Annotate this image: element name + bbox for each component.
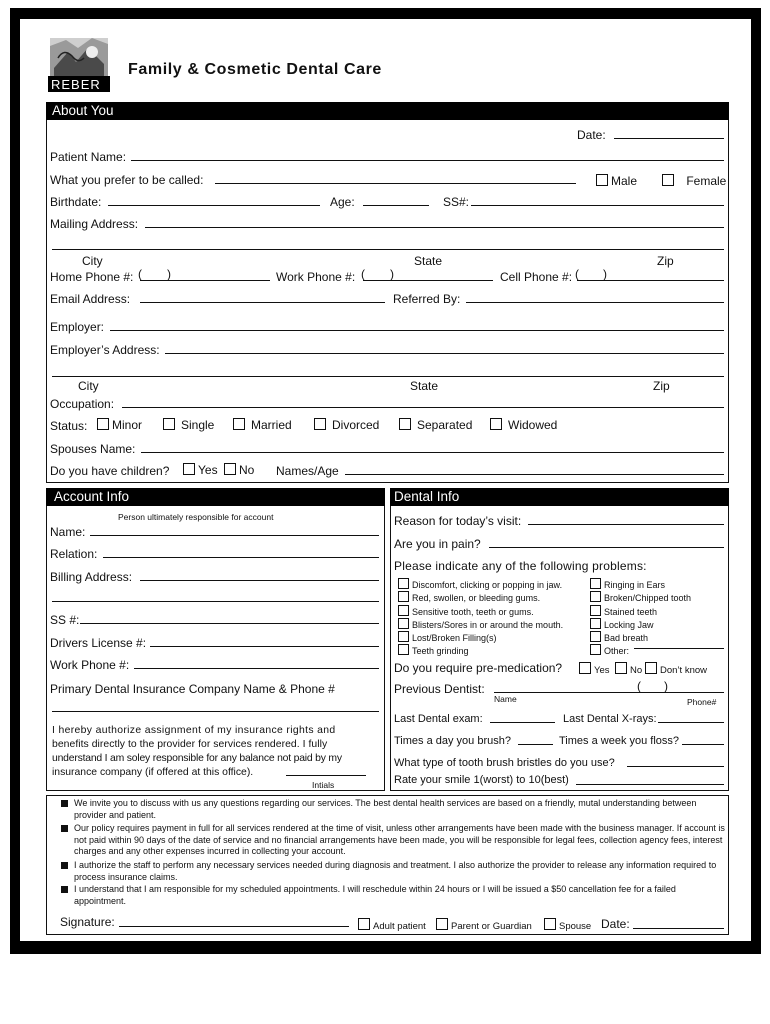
problem-label: Broken/Chipped tooth	[604, 593, 692, 604]
status-single-box[interactable]	[163, 418, 175, 430]
adult-patient-box[interactable]	[358, 918, 370, 930]
bristles-field[interactable]	[627, 766, 724, 767]
cell-phone-field[interactable]	[577, 280, 724, 281]
insurance-label: Primary Dental Insurance Company Name & Phone #	[50, 682, 335, 696]
insurance-field[interactable]	[52, 711, 379, 712]
email-label: Email Address:	[50, 292, 131, 306]
responsible-note: Person ultimately responsible for account	[118, 512, 274, 522]
employer-field[interactable]	[110, 330, 724, 331]
account-work-phone-field[interactable]	[134, 668, 379, 669]
previous-dentist-field[interactable]	[494, 692, 724, 693]
bullet-square	[61, 886, 68, 893]
children-yes[interactable]	[183, 463, 218, 477]
problem-label: Stained teeth	[604, 606, 658, 617]
policy-bullet-3	[74, 860, 728, 883]
signature-date-label: Date:	[601, 917, 630, 931]
work-phone-field[interactable]	[363, 280, 493, 281]
names-age-label: Names/Age	[276, 464, 339, 478]
initials-label: Intials	[312, 780, 335, 790]
status-separated-label: Separated	[417, 418, 473, 432]
premed-yes[interactable]	[579, 662, 610, 678]
ss-field[interactable]	[471, 205, 724, 206]
employer-zip-label: Zip	[653, 379, 670, 393]
premed-dont-know-box[interactable]	[645, 662, 657, 674]
last-xray-field[interactable]	[658, 722, 724, 723]
reason-field[interactable]	[528, 524, 724, 525]
mailing-address-label: Mailing Address:	[50, 217, 139, 231]
problem-item[interactable]	[590, 591, 691, 604]
status-separated-box[interactable]	[399, 418, 411, 430]
rate-field[interactable]	[576, 784, 724, 785]
bristles-label: What type of tooth brush bristles do you use?	[394, 757, 615, 769]
premed-dont-know[interactable]	[645, 662, 707, 678]
problem-item[interactable]	[398, 618, 563, 631]
status-separated[interactable]	[399, 418, 472, 432]
male-checkbox[interactable]	[596, 174, 637, 188]
children-label: Do you have children?	[50, 464, 170, 478]
employer-state-label: State	[410, 379, 439, 393]
problem-item[interactable]	[590, 618, 691, 631]
parent-guardian-checkbox[interactable]	[436, 918, 532, 934]
male-label: Male	[611, 174, 638, 188]
policy-text: Our policy requires payment in full for all services rendered at the time of visit, unless other arrangements have been made with the business manager. If account is not paid within 90 days of the date of service and no financial arrangements have been made, you will be responsible for legal fees, collection agency fees, interest charges and any other expenses incurred in collecting your account.	[74, 823, 725, 857]
problem-checkbox[interactable]	[590, 644, 601, 655]
premed-yes-label: Yes	[594, 665, 610, 676]
problem-item[interactable]	[590, 578, 691, 591]
problem-checkbox[interactable]	[398, 631, 409, 642]
prefer-called-label: What you prefer to be called:	[50, 173, 204, 187]
home-phone-paren-open: (	[138, 267, 142, 281]
children-yes-box[interactable]	[183, 463, 195, 475]
children-yes-label: Yes	[198, 463, 218, 477]
problem-checkbox[interactable]	[590, 631, 601, 642]
previous-phone-paren-open: (	[637, 679, 641, 693]
work-phone-label: Work Phone #:	[276, 270, 356, 284]
previous-phone-caption: Phone#	[687, 697, 717, 707]
date-field[interactable]	[614, 138, 724, 139]
status-widowed-label: Widowed	[508, 418, 558, 432]
status-widowed[interactable]	[490, 418, 557, 432]
prefer-called-field[interactable]	[215, 183, 576, 184]
problems-right	[590, 578, 691, 658]
last-xray-label: Last Dental X-rays:	[563, 713, 657, 725]
reason-label: Reason for today’s visit:	[394, 514, 522, 528]
cell-phone-paren-close: )	[603, 267, 607, 281]
female-box[interactable]	[662, 174, 674, 186]
floss-field[interactable]	[682, 744, 724, 745]
problem-checkbox[interactable]	[590, 591, 601, 602]
account-work-phone-label: Work Phone #:	[50, 658, 130, 672]
names-age-field[interactable]	[345, 474, 724, 475]
female-checkbox[interactable]	[662, 174, 726, 188]
pain-label: Are you in pain?	[394, 537, 481, 551]
occupation-label: Occupation:	[50, 397, 115, 411]
problem-label: Lost/Broken Filling(s)	[412, 633, 497, 644]
spouse-checkbox[interactable]	[544, 918, 591, 934]
authorize-line-1: I hereby authorize assignment of my insurance rights and	[52, 725, 336, 736]
problem-label: Red, swollen, or bleeding gums.	[412, 593, 541, 604]
premed-yes-box[interactable]	[579, 662, 591, 674]
problem-label: Discomfort, clicking or popping in jaw.	[412, 580, 563, 590]
authorize-line-3: understand I am soley responsible for any balance not paid by my	[52, 753, 342, 764]
city-label: City	[82, 254, 103, 268]
home-phone-paren-close: )	[167, 267, 171, 281]
problem-item[interactable]	[590, 631, 691, 644]
problem-checkbox[interactable]	[590, 605, 601, 616]
children-no[interactable]	[224, 463, 254, 477]
authorize-line-4: insurance company (if offered at this office).	[52, 767, 254, 778]
children-no-label: No	[239, 463, 255, 477]
reber-logo	[48, 38, 110, 92]
pain-field[interactable]	[489, 547, 724, 548]
policy-text: I understand that I am responsible for my scheduled appointments. I will reschedule within 24 hours or I will be issued a $50 cancellation fee for a failed appointment.	[74, 884, 676, 906]
about-you-header	[46, 102, 729, 120]
premed-no[interactable]	[615, 662, 642, 678]
spouses-name-label: Spouses Name:	[50, 442, 136, 456]
drivers-license-field[interactable]	[150, 646, 379, 647]
brush-label: Times a day you brush?	[394, 735, 511, 747]
birthdate-field[interactable]	[108, 205, 320, 206]
problem-item[interactable]	[590, 644, 691, 657]
brush-field[interactable]	[518, 744, 553, 745]
status-minor-label: Minor	[112, 418, 143, 432]
age-label: Age:	[330, 195, 355, 209]
premed-no-box[interactable]	[615, 662, 627, 674]
status-married-label: Married	[251, 418, 292, 432]
rate-label: Rate your smile 1(worst) to 10(best)	[394, 774, 569, 786]
problem-label: Teeth grinding	[412, 646, 469, 657]
problem-checkbox[interactable]	[590, 578, 601, 589]
referred-by-label: Referred By:	[393, 292, 461, 306]
status-single-label: Single	[181, 418, 215, 432]
spouse-box[interactable]	[544, 918, 556, 930]
status-divorced-label: Divorced	[332, 418, 380, 432]
relation-label: Relation:	[50, 547, 98, 561]
bullet-square	[61, 800, 68, 807]
dental-info-header	[390, 488, 729, 506]
problem-item[interactable]	[590, 605, 691, 618]
problem-checkbox[interactable]	[590, 618, 601, 629]
account-ss-field[interactable]	[80, 623, 379, 624]
problem-label: Other:	[604, 646, 630, 657]
last-exam-label: Last Dental exam:	[394, 713, 483, 725]
policy-bullet-4	[74, 884, 728, 907]
patient-name-label: Patient Name:	[50, 150, 127, 164]
floss-label: Times a week you floss?	[559, 735, 680, 747]
policy-text: We invite you to discuss with us any questions regarding our services. The best dental health services are based on a friendly, mutal understanding between provider and patient.	[74, 798, 697, 820]
mailing-address-line2[interactable]	[52, 249, 724, 250]
problem-checkbox[interactable]	[398, 605, 409, 616]
spouse-label: Spouse	[559, 921, 592, 932]
account-info-title: Account Info	[54, 489, 130, 504]
logo-text: REBER	[51, 77, 101, 92]
problem-label: Bad breath	[604, 633, 649, 644]
problem-label: Ringing in Ears	[604, 580, 666, 590]
last-exam-field[interactable]	[490, 722, 555, 723]
problem-checkbox[interactable]	[398, 591, 409, 602]
bullet-square	[61, 825, 68, 832]
problem-item[interactable]	[398, 591, 563, 604]
practice-title: Family & Cosmetic Dental Care	[128, 61, 382, 78]
status-minor-box[interactable]	[97, 418, 109, 430]
problem-label: Locking Jaw	[604, 619, 654, 630]
previous-phone-paren-close: )	[664, 679, 668, 693]
account-info-header	[46, 488, 385, 506]
problem-checkbox[interactable]	[398, 644, 409, 655]
parent-guardian-box[interactable]	[436, 918, 448, 930]
cell-phone-label: Cell Phone #:	[500, 270, 573, 284]
birthdate-label: Birthdate:	[50, 195, 102, 209]
billing-address-field[interactable]	[140, 580, 379, 581]
adult-patient-checkbox[interactable]	[358, 918, 426, 934]
previous-name-caption: Name	[494, 694, 517, 704]
home-phone-label: Home Phone #:	[50, 270, 134, 284]
spouses-name-field[interactable]	[141, 452, 724, 453]
status-label: Status:	[50, 419, 88, 433]
mailing-address-field[interactable]	[145, 227, 724, 228]
problem-item[interactable]	[398, 605, 563, 618]
email-field[interactable]	[140, 302, 385, 303]
zip-label: Zip	[657, 254, 674, 268]
employer-label: Employer:	[50, 320, 105, 334]
problem-checkbox[interactable]	[398, 618, 409, 629]
problem-label: Sensitive tooth, teeth or gums.	[412, 606, 534, 617]
problem-checkbox[interactable]	[398, 578, 409, 589]
employer-address-field[interactable]	[165, 353, 724, 354]
parent-guardian-label: Parent or Guardian	[451, 921, 532, 932]
relation-field[interactable]	[103, 557, 379, 558]
signature-field[interactable]	[119, 926, 349, 927]
policy-text: I authorize the staff to perform any necessary services needed during diagnosis and treatment. I also authorize the provider to release any information required to process insurance claims.	[74, 860, 717, 882]
status-minor[interactable]	[97, 418, 142, 432]
male-box[interactable]	[596, 174, 608, 186]
premed-label: Do you require pre-medication?	[394, 661, 563, 675]
work-phone-paren-open: (	[361, 267, 365, 281]
problems-left	[398, 578, 563, 658]
initials-field[interactable]	[286, 775, 366, 776]
problem-item[interactable]	[398, 578, 563, 591]
status-divorced[interactable]	[314, 418, 379, 432]
account-name-label: Name:	[50, 525, 86, 539]
problem-item[interactable]	[398, 631, 563, 644]
previous-dentist-label: Previous Dentist:	[394, 682, 485, 696]
bullet-square	[61, 862, 68, 869]
indicate-label: Please indicate any of the following problems:	[394, 559, 647, 573]
problem-label: Blisters/Sores in or around the mouth.	[412, 619, 564, 630]
female-label: Female	[686, 174, 727, 188]
premed-no-label: No	[630, 665, 643, 676]
status-divorced-box[interactable]	[314, 418, 326, 430]
signature-label: Signature:	[60, 915, 115, 929]
employer-city-label: City	[78, 379, 99, 393]
adult-patient-label: Adult patient	[373, 921, 426, 932]
work-phone-paren-close: )	[390, 267, 394, 281]
authorize-line-2: benefits directly to the provider for services rendered. I fully	[52, 739, 328, 750]
age-field[interactable]	[363, 205, 429, 206]
problem-item[interactable]	[398, 644, 563, 657]
ss-label: SS#:	[443, 195, 470, 209]
dental-info-title: Dental Info	[394, 489, 460, 504]
patient-name-field[interactable]	[131, 160, 724, 161]
account-name-field[interactable]	[90, 535, 379, 536]
signature-date-field[interactable]	[633, 928, 724, 929]
state-label: State	[414, 254, 443, 268]
employer-address-label: Employer’s Address:	[50, 343, 160, 357]
about-you-title: About You	[52, 103, 114, 118]
account-ss-label: SS #:	[50, 613, 80, 627]
premed-dont-know-label: Don’t know	[660, 665, 707, 676]
policy-bullet-1	[74, 798, 728, 821]
drivers-license-label: Drivers License #:	[50, 636, 147, 650]
home-phone-field[interactable]	[140, 280, 270, 281]
policy-bullet-2	[74, 823, 728, 858]
status-married-box[interactable]	[233, 418, 245, 430]
children-no-box[interactable]	[224, 463, 236, 475]
other-problem-field[interactable]	[634, 648, 724, 649]
status-married[interactable]	[233, 418, 292, 432]
cell-phone-paren-open: (	[575, 267, 579, 281]
status-widowed-box[interactable]	[490, 418, 502, 430]
billing-address-line2[interactable]	[52, 601, 379, 602]
employer-address-line2[interactable]	[52, 376, 724, 377]
billing-address-label: Billing Address:	[50, 570, 133, 584]
referred-by-field[interactable]	[466, 302, 724, 303]
date-label: Date:	[577, 128, 606, 142]
occupation-field[interactable]	[122, 407, 724, 408]
status-single[interactable]	[163, 418, 214, 432]
